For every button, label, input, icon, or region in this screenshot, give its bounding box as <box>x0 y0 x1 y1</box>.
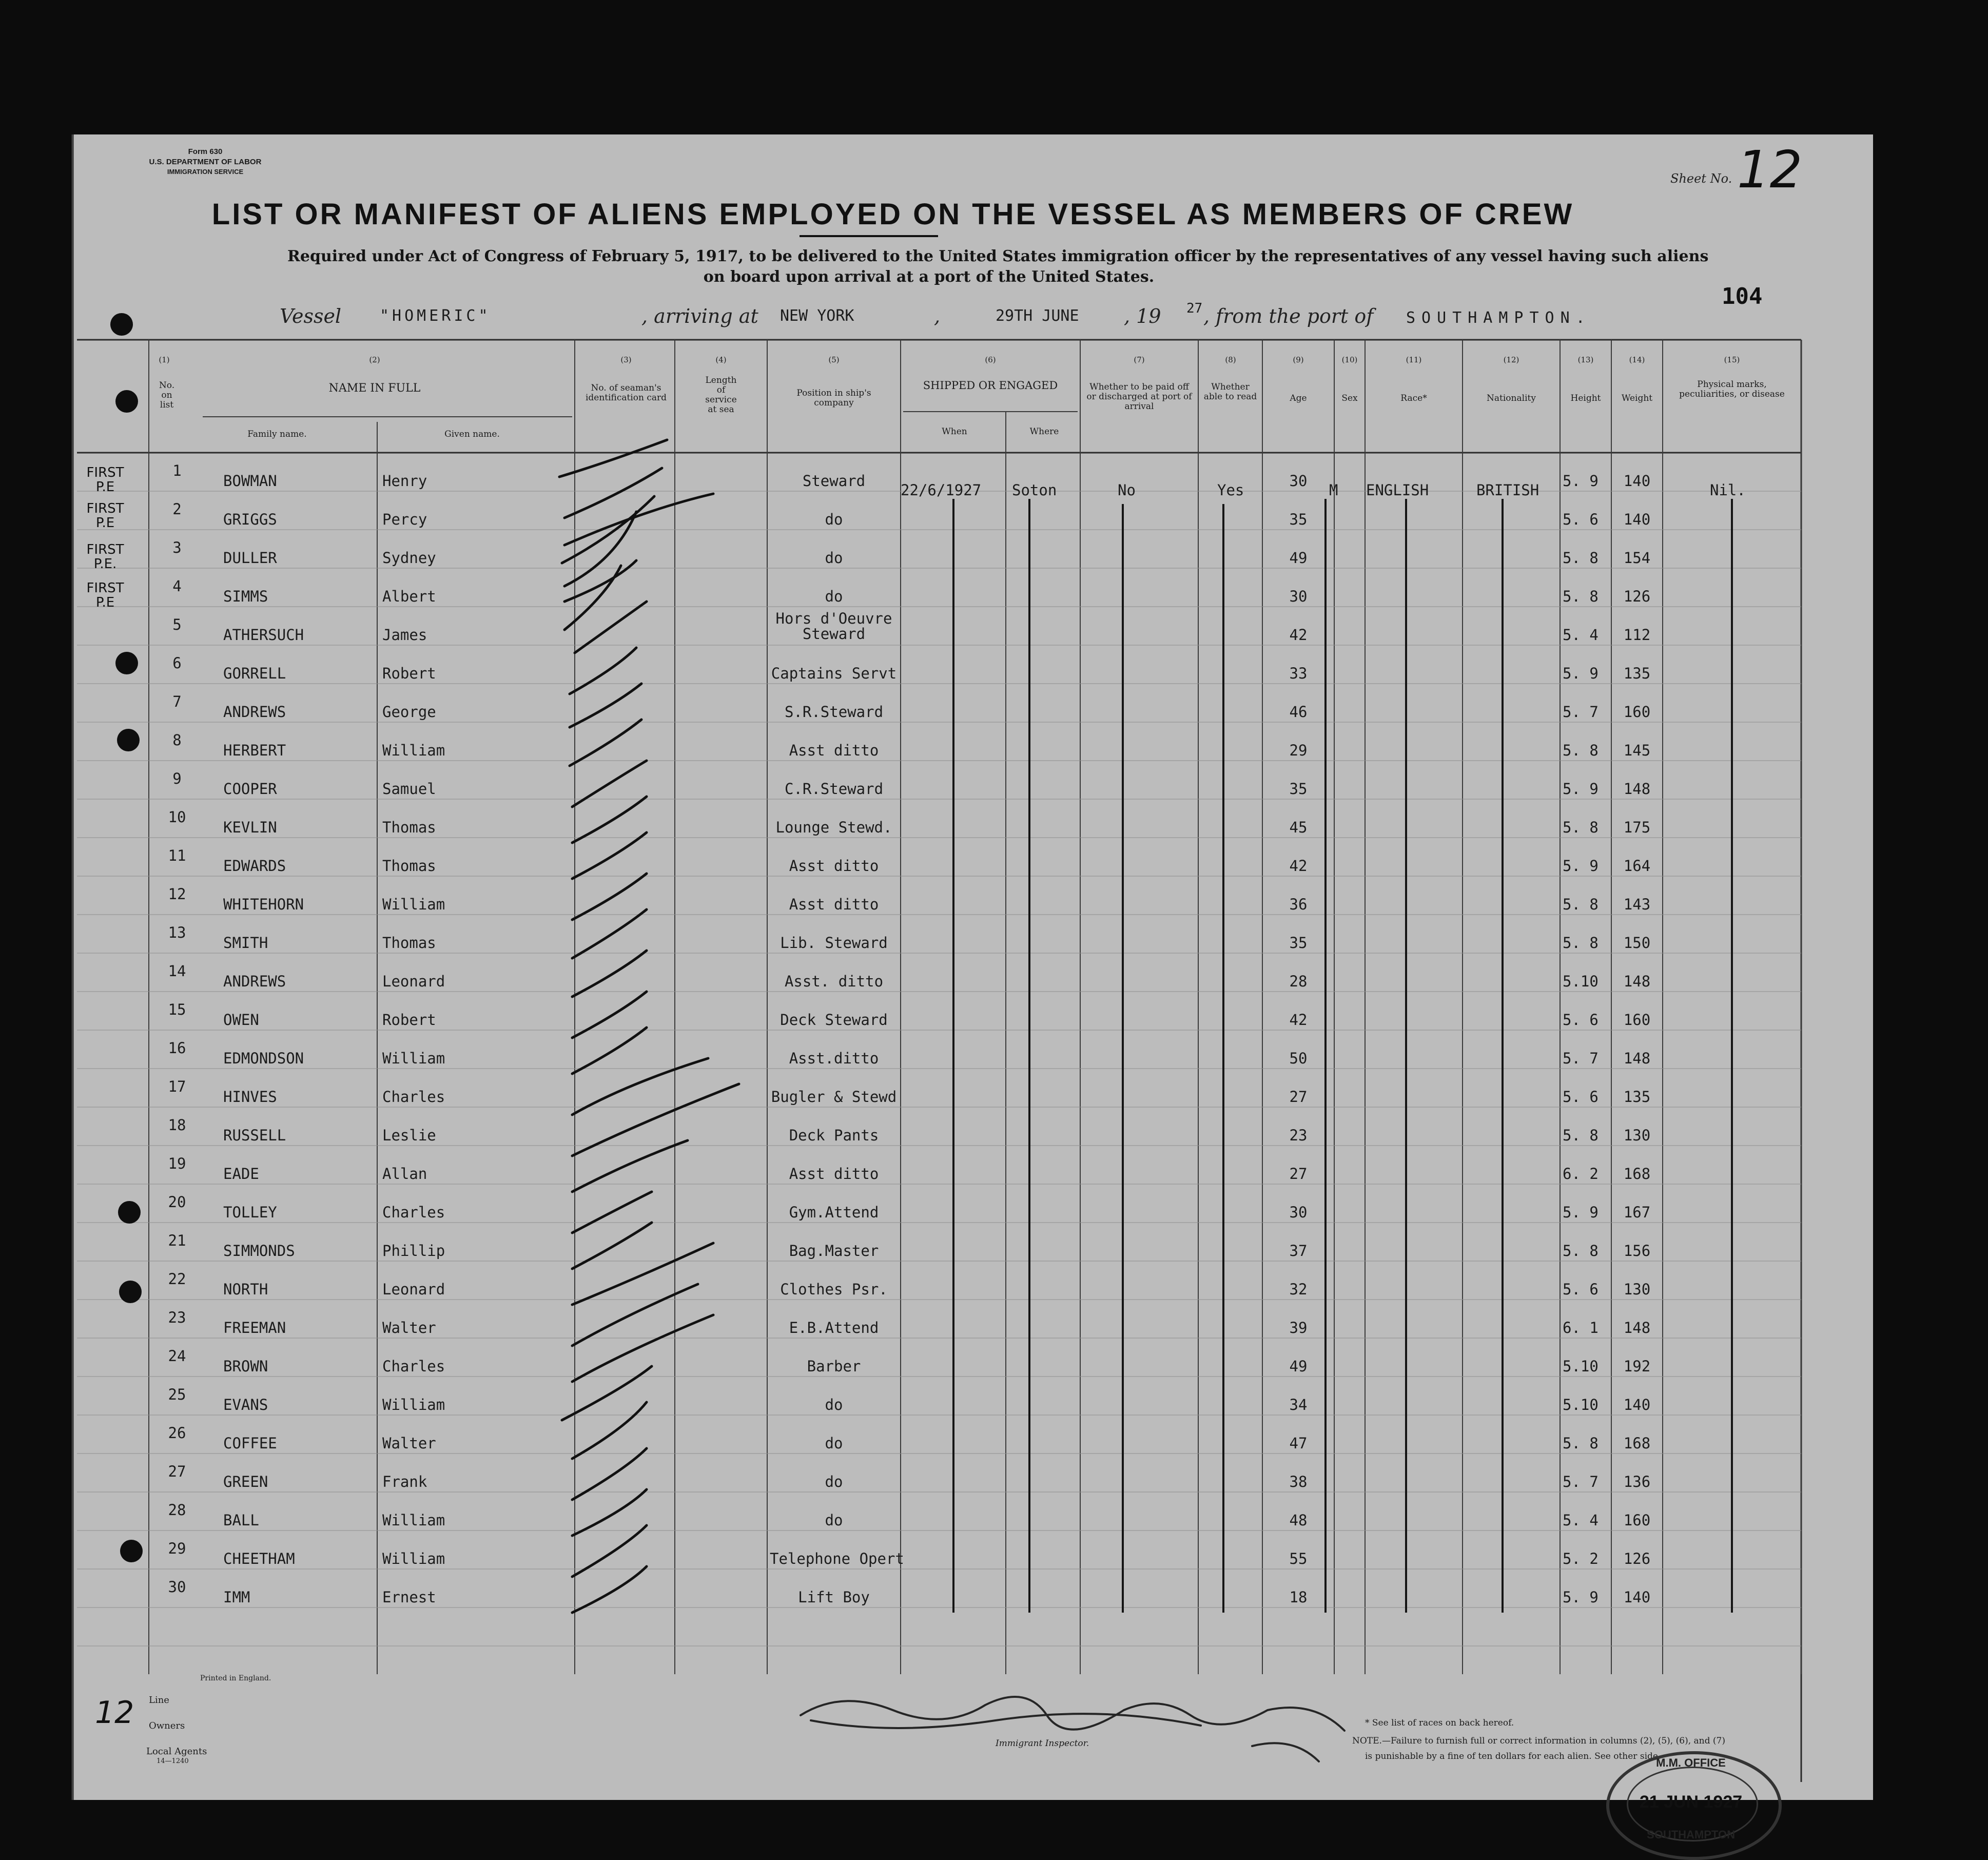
given-name: Frank <box>382 1473 427 1490</box>
col8-header: Whether able to read <box>1203 382 1257 402</box>
weight: 168 <box>1623 1435 1651 1452</box>
row-number: 14 <box>168 962 186 980</box>
age: 45 <box>1289 819 1308 836</box>
row-number: 6 <box>172 654 182 672</box>
row-number: 28 <box>168 1501 186 1519</box>
position: do <box>825 1435 843 1452</box>
height: 5. 9 <box>1563 780 1599 798</box>
col15-number: (15) <box>1724 355 1740 364</box>
row-number: 4 <box>172 577 182 595</box>
given-name: Walter <box>382 1435 436 1452</box>
given-name: William <box>382 896 445 913</box>
col5-number: (5) <box>828 355 840 364</box>
vessel-label: Vessel <box>280 305 342 327</box>
family-name: CHEETHAM <box>223 1550 295 1567</box>
col6-header: SHIPPED OR ENGAGED <box>923 379 1058 392</box>
col6-number: (6) <box>985 355 996 364</box>
position: Asst. ditto <box>784 973 884 990</box>
punch-hole <box>120 1540 143 1562</box>
date-comma: , <box>934 305 941 327</box>
row-number: 26 <box>168 1424 186 1442</box>
height: 5. 6 <box>1563 1011 1599 1029</box>
height: 5. 7 <box>1563 703 1599 721</box>
given-name: Thomas <box>382 857 436 875</box>
line-label: Line <box>149 1695 169 1706</box>
position: Lift Boy <box>798 1588 870 1606</box>
given-name: Charles <box>382 1358 445 1375</box>
age: 49 <box>1289 549 1308 567</box>
given-name: William <box>382 742 445 759</box>
local-agents-label: Local Agents <box>146 1746 207 1757</box>
col10-header: Sex <box>1341 393 1358 403</box>
age: 35 <box>1289 511 1308 528</box>
position: do <box>825 511 843 528</box>
given-name: Albert <box>382 588 436 605</box>
height: 5.10 <box>1563 1396 1599 1413</box>
weight: 140 <box>1623 1588 1651 1606</box>
arrival-year: 27 <box>1186 301 1203 316</box>
given-name: Percy <box>382 511 427 528</box>
weight: 135 <box>1623 665 1651 682</box>
given-name: Thomas <box>382 934 436 952</box>
given-name: Henry <box>382 472 427 490</box>
weight: 160 <box>1623 1011 1651 1029</box>
family-name: EVANS <box>223 1396 268 1413</box>
height: 5. 9 <box>1563 472 1599 490</box>
punch-hole <box>110 313 133 336</box>
col8-number: (8) <box>1225 355 1236 364</box>
height: 5. 8 <box>1563 1242 1599 1260</box>
weight: 140 <box>1623 472 1651 490</box>
row-number: 27 <box>168 1463 186 1480</box>
handwritten-sheet-number: 12 <box>95 1695 134 1731</box>
row-number: 29 <box>168 1540 186 1557</box>
col2-given-header: Given name. <box>444 429 500 439</box>
from-port: SOUTHAMPTON. <box>1406 309 1591 327</box>
sex: M <box>1329 481 1338 499</box>
row-number: 12 <box>168 885 186 903</box>
given-name: Walter <box>382 1319 436 1336</box>
position: Telephone Opert <box>770 1550 904 1567</box>
family-name: SIMMS <box>223 588 268 605</box>
weight: 175 <box>1623 819 1651 836</box>
age: 29 <box>1289 742 1308 759</box>
row-number: 15 <box>168 1001 186 1018</box>
age: 27 <box>1289 1165 1308 1183</box>
age: 38 <box>1289 1473 1308 1490</box>
stamp-date: 21 JUN 1927 <box>1639 1792 1743 1812</box>
family-name: ANDREWS <box>223 973 286 990</box>
weight: 160 <box>1623 1512 1651 1529</box>
given-name: Robert <box>382 665 436 682</box>
row-number: 21 <box>168 1232 186 1249</box>
col10-number: (10) <box>1341 355 1358 364</box>
age: 30 <box>1289 588 1308 605</box>
family-name: IMM <box>223 1588 250 1606</box>
col5-header: Position in ship's company <box>796 388 871 408</box>
age: 47 <box>1289 1435 1308 1452</box>
height: 6. 1 <box>1563 1319 1599 1336</box>
col13-header: Height <box>1570 393 1601 403</box>
family-name: DULLER <box>223 549 277 567</box>
age: 27 <box>1289 1088 1308 1106</box>
position: do <box>825 588 843 605</box>
arriving-label: , arriving at <box>641 305 758 327</box>
year-label: , 19 <box>1124 305 1161 327</box>
height: 5. 8 <box>1563 819 1599 836</box>
position: Asst ditto <box>789 896 879 913</box>
age: 49 <box>1289 1358 1308 1375</box>
given-name: Phillip <box>382 1242 445 1260</box>
family-name: GREEN <box>223 1473 268 1490</box>
family-name: RUSSELL <box>223 1127 286 1144</box>
given-name: Allan <box>382 1165 427 1183</box>
family-name: SIMMONDS <box>223 1242 295 1260</box>
family-name: HINVES <box>223 1088 277 1106</box>
weight: 145 <box>1623 742 1651 759</box>
position: do <box>825 549 843 567</box>
form-subtitle-2: on board upon arrival at a port of the United States. <box>703 268 1155 286</box>
height: 5. 8 <box>1563 1435 1599 1452</box>
sheet-label: Sheet No. <box>1670 171 1732 186</box>
row-number: 5 <box>172 616 182 633</box>
able-to-read: Yes <box>1217 481 1244 499</box>
row-number: 2 <box>172 500 182 518</box>
row-number: 23 <box>168 1309 186 1326</box>
weight: 126 <box>1623 588 1651 605</box>
col11-number: (11) <box>1406 355 1422 364</box>
race-note: * See list of races on back hereof. <box>1365 1718 1514 1728</box>
col6-where-header: Where <box>1029 427 1059 437</box>
position: E.B.Attend <box>789 1319 879 1336</box>
height: 5. 4 <box>1563 626 1599 644</box>
weight: 112 <box>1623 626 1651 644</box>
weight: 135 <box>1623 1088 1651 1106</box>
col11-header: Race* <box>1400 393 1427 403</box>
row-number: 10 <box>168 808 186 826</box>
given-name: Ernest <box>382 1588 436 1606</box>
col1-number: (1) <box>159 355 170 364</box>
position: Bugler & Stewd <box>771 1088 897 1106</box>
height: 5. 8 <box>1563 588 1599 605</box>
position: do <box>825 1512 843 1529</box>
age: 30 <box>1289 1204 1308 1221</box>
age: 23 <box>1289 1127 1308 1144</box>
form-code: 14—1240 <box>157 1757 189 1765</box>
height: 5.10 <box>1563 973 1599 990</box>
row-number: 24 <box>168 1347 186 1365</box>
position: C.R.Steward <box>784 780 884 798</box>
position: Deck Steward <box>780 1011 888 1029</box>
weight: 148 <box>1623 973 1651 990</box>
given-name: Thomas <box>382 819 436 836</box>
given-name: William <box>382 1050 445 1067</box>
given-name: William <box>382 1550 445 1567</box>
family-name: ANDREWS <box>223 703 286 721</box>
col1-header: No. on list <box>159 380 175 410</box>
family-name: BROWN <box>223 1358 268 1375</box>
family-name: ATHERSUCH <box>223 626 304 644</box>
margin-note: FIRST P.E. <box>86 542 124 572</box>
age: 35 <box>1289 780 1308 798</box>
printed-note: Printed in England. <box>200 1674 271 1682</box>
col12-number: (12) <box>1503 355 1519 364</box>
age: 18 <box>1289 1588 1308 1606</box>
family-name: NORTH <box>223 1281 268 1298</box>
height: 5. 4 <box>1563 1512 1599 1529</box>
sheet-number: 12 <box>1737 140 1803 200</box>
age: 46 <box>1289 703 1308 721</box>
weight: 136 <box>1623 1473 1651 1490</box>
weight: 143 <box>1623 896 1651 913</box>
age: 48 <box>1289 1512 1308 1529</box>
row-number: 1 <box>172 462 182 479</box>
page-number: 104 <box>1722 283 1763 309</box>
given-name: George <box>382 703 436 721</box>
col3-header: No. of seaman's identification card <box>585 383 667 403</box>
family-name: BALL <box>223 1512 259 1529</box>
col6-when-header: When <box>942 427 967 437</box>
punch-hole <box>117 729 140 751</box>
col9-header: Age <box>1290 393 1307 403</box>
fine-note-1: NOTE.—Failure to furnish full or correct information in columns (2), (5), (6), and (7) <box>1352 1736 1725 1746</box>
position: Captains Servt <box>771 665 897 682</box>
fine-note-2: is punishable by a fine of ten dollars for each alien. See other side. <box>1365 1751 1661 1761</box>
margin-note: FIRST P.E <box>86 501 124 531</box>
age: 28 <box>1289 973 1308 990</box>
physical-marks: Nil. <box>1710 481 1746 499</box>
position: Lounge Stewd. <box>775 819 892 836</box>
col4-header: Length of service at sea <box>705 375 737 415</box>
weight: 140 <box>1623 511 1651 528</box>
row-number: 18 <box>168 1116 186 1134</box>
shipped-where: Soton <box>1012 481 1057 499</box>
age: 37 <box>1289 1242 1308 1260</box>
family-name: EDWARDS <box>223 857 286 875</box>
given-name: Robert <box>382 1011 436 1029</box>
age: 35 <box>1289 934 1308 952</box>
age: 50 <box>1289 1050 1308 1067</box>
weight: 148 <box>1623 780 1651 798</box>
age: 55 <box>1289 1550 1308 1567</box>
family-name: HERBERT <box>223 742 286 759</box>
service-name: IMMIGRATION SERVICE <box>167 168 244 176</box>
family-name: COOPER <box>223 780 277 798</box>
weight: 160 <box>1623 703 1651 721</box>
weight: 126 <box>1623 1550 1651 1567</box>
row-number: 25 <box>168 1386 186 1403</box>
given-name: James <box>382 626 427 644</box>
family-name: TOLLEY <box>223 1204 277 1221</box>
nationality: BRITISH <box>1476 481 1539 499</box>
arriving-port: NEW YORK <box>780 307 854 325</box>
weight: 156 <box>1623 1242 1651 1260</box>
position: Asst ditto <box>789 1165 879 1183</box>
height: 5. 8 <box>1563 549 1599 567</box>
form-number: Form 630 <box>188 147 223 156</box>
col9-number: (9) <box>1293 355 1304 364</box>
col15-header: Physical marks, peculiarities, or disease <box>1679 379 1785 399</box>
height: 5. 9 <box>1563 1204 1599 1221</box>
row-number: 9 <box>172 770 182 787</box>
from-label: , from the port of <box>1203 305 1374 327</box>
margin-note: FIRST P.E <box>86 580 124 610</box>
row-number: 11 <box>168 847 186 864</box>
row-number: 19 <box>168 1155 186 1172</box>
given-name: William <box>382 1512 445 1529</box>
given-name: Charles <box>382 1204 445 1221</box>
position: Barber <box>807 1358 861 1375</box>
height: 5. 8 <box>1563 742 1599 759</box>
weight: 168 <box>1623 1165 1651 1183</box>
col2-number: (2) <box>369 355 380 364</box>
given-name: Samuel <box>382 780 436 798</box>
height: 5. 7 <box>1563 1050 1599 1067</box>
position: Asst ditto <box>789 742 879 759</box>
department-name: U.S. DEPARTMENT OF LABOR <box>149 158 262 166</box>
given-name: Sydney <box>382 549 436 567</box>
height: 5. 6 <box>1563 511 1599 528</box>
row-number: 13 <box>168 924 186 941</box>
weight: 150 <box>1623 934 1651 952</box>
col4-number: (4) <box>715 355 727 364</box>
age: 34 <box>1289 1396 1308 1413</box>
age: 32 <box>1289 1281 1308 1298</box>
position: S.R.Steward <box>784 703 884 721</box>
position: do <box>825 1473 843 1490</box>
position: Gym.Attend <box>789 1204 879 1221</box>
height: 5. 9 <box>1563 1588 1599 1606</box>
owners-label: Owners <box>149 1720 185 1731</box>
age: 42 <box>1289 1011 1308 1029</box>
position: Asst.ditto <box>789 1050 879 1067</box>
height: 5. 9 <box>1563 857 1599 875</box>
height: 5. 8 <box>1563 896 1599 913</box>
col14-header: Weight <box>1621 393 1653 403</box>
arrival-date: 29TH JUNE <box>996 307 1079 325</box>
family-name: GORRELL <box>223 665 286 682</box>
row-number: 30 <box>168 1578 186 1596</box>
row-number: 8 <box>172 731 182 749</box>
form-subtitle-1: Required under Act of Congress of February 5, 1917, to be delivered to the United States immigration officer by the representatives of any vessel having such aliens <box>287 247 1709 265</box>
age: 42 <box>1289 626 1308 644</box>
position: Bag.Master <box>789 1242 879 1260</box>
weight: 167 <box>1623 1204 1651 1221</box>
form-title: LIST OR MANIFEST OF ALIENS EMPLOYED ON THE VESSEL AS MEMBERS OF CREW <box>211 198 1574 231</box>
family-name: WHITEHORN <box>223 896 304 913</box>
height: 5. 7 <box>1563 1473 1599 1490</box>
family-name: GRIGGS <box>223 511 277 528</box>
given-name: Leslie <box>382 1127 436 1144</box>
position: do <box>825 1396 843 1413</box>
height: 5. 8 <box>1563 1127 1599 1144</box>
weight: 148 <box>1623 1050 1651 1067</box>
row-number: 16 <box>168 1039 186 1057</box>
family-name: COFFEE <box>223 1435 277 1452</box>
height: 5. 8 <box>1563 934 1599 952</box>
inspector-label: Immigrant Inspector. <box>996 1738 1089 1749</box>
col7-number: (7) <box>1134 355 1145 364</box>
family-name: SMITH <box>223 934 268 952</box>
weight: 130 <box>1623 1127 1651 1144</box>
family-name: BOWMAN <box>223 472 277 490</box>
weight: 192 <box>1623 1358 1651 1375</box>
age: 39 <box>1289 1319 1308 1336</box>
family-name: KEVLIN <box>223 819 277 836</box>
position: Asst ditto <box>789 857 879 875</box>
height: 5. 2 <box>1563 1550 1599 1567</box>
manifest-page <box>72 134 1873 1841</box>
stamp-top-text: M.M. OFFICE <box>1656 1756 1726 1769</box>
col14-number: (14) <box>1629 355 1645 364</box>
given-name: Charles <box>382 1088 445 1106</box>
row-number: 20 <box>168 1193 186 1211</box>
col2-header: NAME IN FULL <box>328 382 421 395</box>
height: 5. 9 <box>1563 665 1599 682</box>
stamp-bottom-text: SOUTHAMPTON <box>1647 1828 1735 1841</box>
height: 5. 6 <box>1563 1088 1599 1106</box>
family-name: EDMONDSON <box>223 1050 304 1067</box>
age: 33 <box>1289 665 1308 682</box>
height: 6. 2 <box>1563 1165 1599 1183</box>
punch-hole <box>115 390 138 413</box>
height: 5.10 <box>1563 1358 1599 1375</box>
punch-hole <box>119 1281 142 1303</box>
col12-header: Nationality <box>1487 393 1536 403</box>
row-number: 7 <box>172 693 182 710</box>
weight: 140 <box>1623 1396 1651 1413</box>
col13-number: (13) <box>1577 355 1594 364</box>
weight: 130 <box>1623 1281 1651 1298</box>
weight: 154 <box>1623 549 1651 567</box>
height: 5. 6 <box>1563 1281 1599 1298</box>
weight: 164 <box>1623 857 1651 875</box>
vessel-name: "HOMERIC" <box>380 307 491 325</box>
given-name: Leonard <box>382 1281 445 1298</box>
paid-off: No <box>1118 481 1136 499</box>
age: 36 <box>1289 896 1308 913</box>
position: Lib. Steward <box>780 934 888 952</box>
position: Deck Pants <box>789 1127 879 1144</box>
race: ENGLISH <box>1366 481 1429 499</box>
age: 42 <box>1289 857 1308 875</box>
given-name: William <box>382 1396 445 1413</box>
row-number: 17 <box>168 1078 186 1095</box>
family-name: FREEMAN <box>223 1319 286 1336</box>
weight: 148 <box>1623 1319 1651 1336</box>
position: Hors d'Oeuvre Steward <box>775 610 892 643</box>
margin-note: FIRST P.E <box>86 465 124 495</box>
age: 30 <box>1289 472 1308 490</box>
col2-family-header: Family name. <box>247 429 307 439</box>
shipped-when: 22/6/1927 <box>901 481 982 499</box>
col7-header: Whether to be paid off or discharged at port of arrival <box>1086 382 1192 412</box>
row-number: 22 <box>168 1270 186 1288</box>
family-name: OWEN <box>223 1011 259 1029</box>
row-number: 3 <box>172 539 182 556</box>
punch-hole <box>115 652 138 674</box>
punch-hole <box>118 1201 141 1224</box>
given-name: Leonard <box>382 973 445 990</box>
col3-number: (3) <box>620 355 632 364</box>
position: Steward <box>802 472 866 490</box>
family-name: EADE <box>223 1165 259 1183</box>
position: Clothes Psr. <box>780 1281 888 1298</box>
